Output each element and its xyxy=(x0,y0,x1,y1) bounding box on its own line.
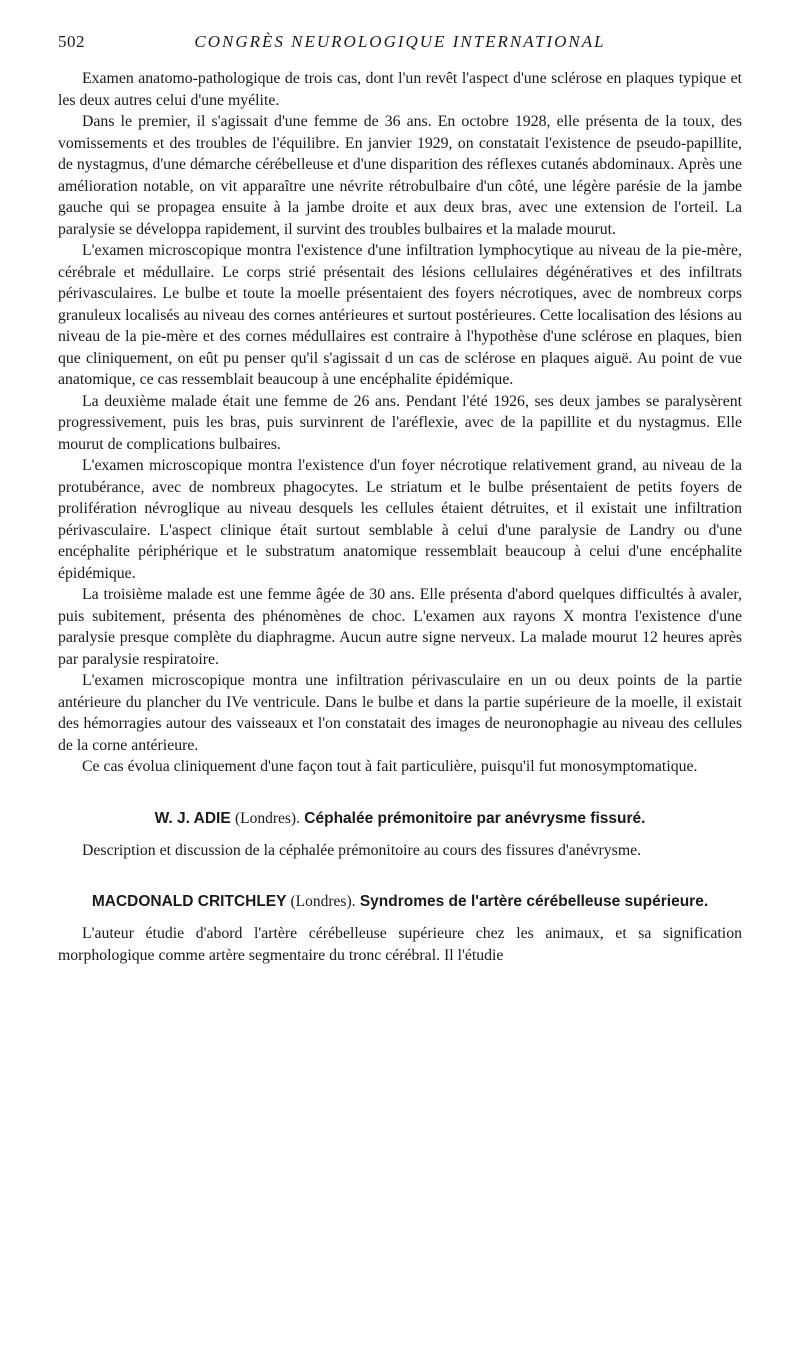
abstract-text-critchley: L'auteur étudie d'abord l'artère cérébelleuse supérieure chez les animaux, et sa signification morphologique comme artère segmentaire du tronc cérébral. Il l'étudie xyxy=(58,925,742,964)
paragraph-case3-evolution: Ce cas évolua cliniquement d'une façon tout à fait particulière, puisqu'il fut monosymptomatique. xyxy=(82,758,698,775)
abstract-title: Syndromes de l'artère cérébelleuse supérieure. xyxy=(359,893,709,910)
abstract-text-adie: Description et discussion de la céphalée prémonitoire au cours des fissures d'anévrysme. xyxy=(82,841,642,859)
abstract-heading-adie xyxy=(58,808,742,830)
author-city: (Londres). xyxy=(290,893,356,910)
author-name: MACDONALD CRITCHLEY xyxy=(91,893,287,910)
abstract-heading-critchley xyxy=(58,891,742,913)
paragraph-case1-microscopy: L'examen microscopique montra l'existence d'une infiltration lymphocytique au niveau de la pie-mère, cérébrale et médullaire. Le corps strié présentait des lésions cellulaires dégénératives et des infiltrats périvasculaires. Le bulbe et toute la moelle présentaient des foyers nécrotiques, avec de nombreux corps granuleux localisés au niveau des cornes antérieures et surtout postérieures. Cette localisation des lésions au niveau de la pie-mère et des cornes médullaires est contraire à l'hypothèse d'une sclérose en plaques, bien que cliniquement, on eût pu penser qu'il s'agissait d un cas de sclérose en plaques aiguë. Au point de vue anatomique, ce cas ressemblait beaucoup à une encéphalite épidémique. xyxy=(58,242,742,388)
running-head xyxy=(58,32,742,58)
author-name: W. J. ADIE xyxy=(154,809,231,827)
author-city: (Londres). xyxy=(234,809,300,827)
abstract-title: Céphalée prémonitoire par anévrysme fissuré. xyxy=(304,809,646,827)
paragraph-case2-microscopy: L'examen microscopique montra l'existence d'un foyer nécrotique relativement grand, au niveau de la protubérance, avec de nombreux phagocytes. Le striatum et le bulbe présentaient de petits foyers de prolifération névroglique au niveau desquels les cellules étaient détruites, et il existait une infiltration périvasculaire. L'aspect clinique était surtout semblable à celui d'une paralysie de Landry ou d'une encéphalite périphérique et le substratum anatomique ressemblait beaucoup à celui d'une encéphalite épidémique. xyxy=(58,457,742,582)
journal-title: CONGRÈS NEUROLOGIQUE INTERNATIONAL xyxy=(194,32,606,51)
page-number: 502 xyxy=(58,32,85,51)
paragraph-case3-clinical: La troisième malade est une femme âgée de 30 ans. Elle présenta d'abord quelques difficultés à avaler, puis subitement, présenta des phénomènes de choc. L'examen aux rayons X montra l'existence d'une paralysie presque complète du diaphragme. Aucun autre signe nerveux. La malade mourut 12 heures après par paralysie respiratoire. xyxy=(58,586,742,668)
paragraph-case1-clinical: Dans le premier, il s'agissait d'une femme de 36 ans. En octobre 1928, elle présenta de la toux, des vomissements et des troubles de l'équilibre. En janvier 1929, on constatait l'existence de pseudo-papillite, de nystagmus, d'une démarche cérébelleuse et d'une disparition des réflexes cutanés abdominaux. Après une amélioration notable, on vit apparaître une névrite rétrobulbaire d'un côté, une légère parésie de la jambe gauche qui se propagea ensuite à la jambe droite et aux deux bras, avec une extension de l'orteil. La paralysie se développa rapidement, il survint des troubles bulbaires et la malade mourut. xyxy=(58,113,742,238)
paragraph-case3-microscopy: L'examen microscopique montra une infiltration périvasculaire en un ou deux points de la partie antérieure du plancher du IVe ventricule. Dans le bulbe et dans la partie supérieure de la moelle, il existait des hémorragies autour des vaisseaux et l'on constatait des images de neuronophagie au niveau des cellules de la corne antérieure. xyxy=(58,672,742,754)
paragraph-case2-clinical: La deuxième malade était une femme de 26 ans. Pendant l'été 1926, ses deux jambes se paralysèrent progressivement, puis les bras, puis survinrent de l'aréflexie, avec de la papillite et du nystagmus. Elle mourut de complications bulbaires. xyxy=(58,392,742,453)
paragraph-intro: Examen anatomo-pathologique de trois cas, dont l'un revêt l'aspect d'une sclérose en plaques typique et les deux autres celui d'une myélite. xyxy=(58,70,742,109)
